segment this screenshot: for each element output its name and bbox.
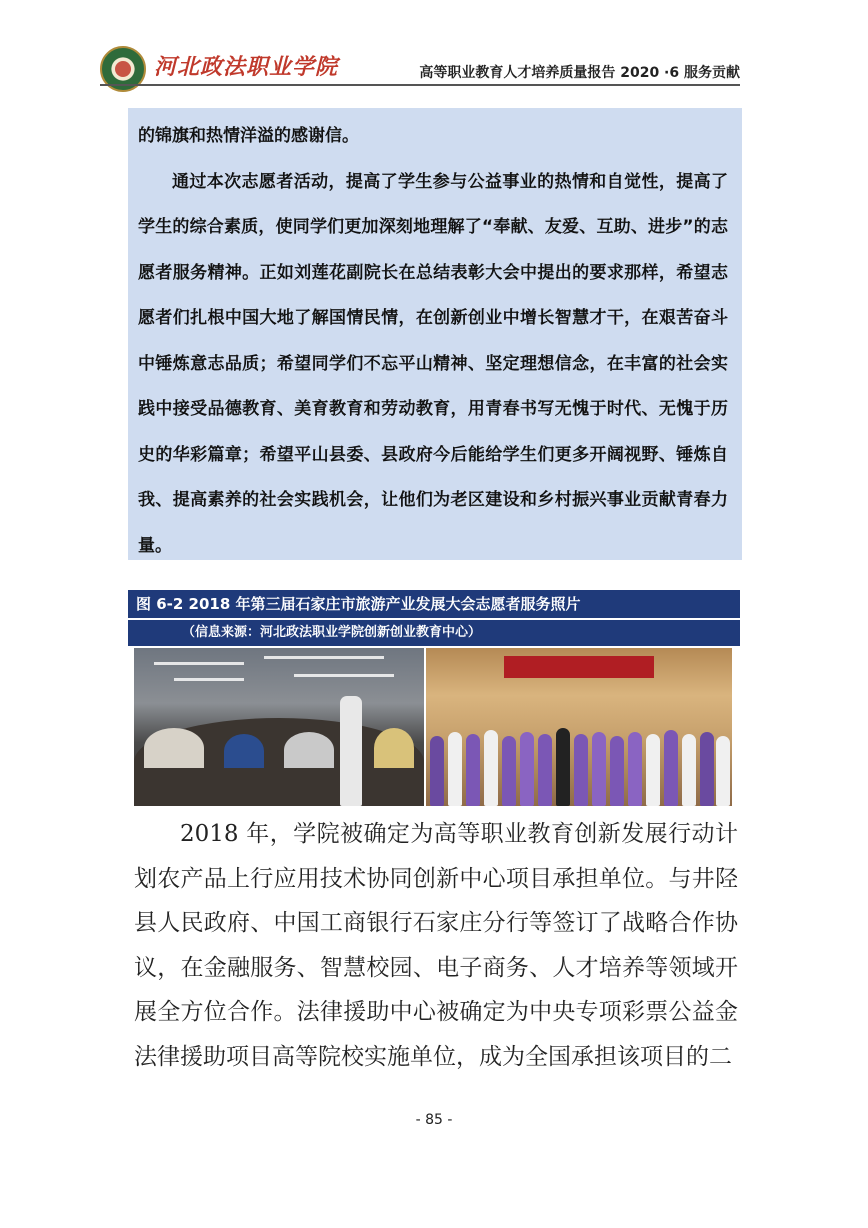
volunteer-figure [484,730,498,806]
crowd-shirts [224,734,264,768]
volunteer-figure [646,734,660,806]
volunteer-figure [716,736,730,806]
college-logo-text: 河北政法职业学院 [154,54,339,80]
volunteer-figure [502,736,516,806]
ceiling-light [264,656,384,659]
volunteer-figure [574,734,588,806]
volunteer-figure [610,736,624,806]
volunteer-figure [592,732,606,806]
page-header [100,40,740,88]
body-text [134,812,738,1079]
volunteer-figure [628,732,642,806]
report-title: 高等职业教育人才培养质量报告 2020 ·6 服务贡献 [419,65,740,81]
body-paragraph: 2018 年，学院被确定为高等职业教育创新发展行动计划农产品上行应用技术协同创新中心项目承担单位。与井陉县人民政府、中国工商银行石家庄分行等签订了战略合作协议，在金融服务、智慧校园、电子商务、人才培养等领域开展全方位合作。法律援助中心被确定为中央专项彩票公益金法律援助项目高等院校实施单位，成为全国承担该项目的二 [134,821,738,1070]
volunteer-figure [448,732,462,806]
volunteer-group [426,716,732,806]
page-number: - 85 - [415,1112,453,1128]
highlight-box [128,108,742,560]
figure-source: （信息来源：河北政法职业学院创新创业教育中心） [128,620,740,646]
speaker-figure [340,696,362,806]
crowd-shirts [144,728,204,768]
ceiling-light [154,662,244,665]
figure-caption: 图 6-2 2018 年第三届石家庄市旅游产业发展大会志愿者服务照片 [128,590,740,618]
header-divider [100,84,740,86]
volunteer-figure [466,734,480,806]
ceiling-light [174,678,244,681]
crowd-shirts [374,728,414,768]
ceiling-light [294,674,394,677]
volunteer-figure [538,734,552,806]
volunteer-figure [556,728,570,806]
volunteer-figure [700,732,714,806]
volunteer-figure [520,732,534,806]
volunteer-photo-group [426,648,732,806]
volunteer-figure [664,730,678,806]
celebration-banner [504,656,654,678]
volunteer-figure [430,736,444,806]
crowd-shirts [284,732,334,768]
volunteer-figure [682,734,696,806]
highlight-paragraph: 通过本次志愿者活动，提高了学生参与公益事业的热情和自觉性，提高了学生的综合素质，使同学们更加深刻地理解了“奉献、友爱、互助、进步”的志愿者服务精神。正如刘莲花副院长在总结表彰大会中提出的要求那样，希望志愿者们扎根中国大地了解国情民情，在创新创业中增长智慧才干，在艰苦奋斗中锤炼意志品质；希望同学们不忘平山精神、坚定理想信念，在丰富的社会实践中接受品德教育、美育教育和劳动教育，用青春书写无愧于时代、无愧于历史的华彩篇章；希望平山县委、县政府今后能给学生们更多开阔视野、锤炼自我、提高素养的社会实践机会，让他们为老区建设和乡村振兴事业贡献青春力量。 [138,171,728,556]
highlight-line-1: 的锦旗和热情洋溢的感谢信。 [138,126,359,146]
volunteer-photo-audience [134,648,424,806]
